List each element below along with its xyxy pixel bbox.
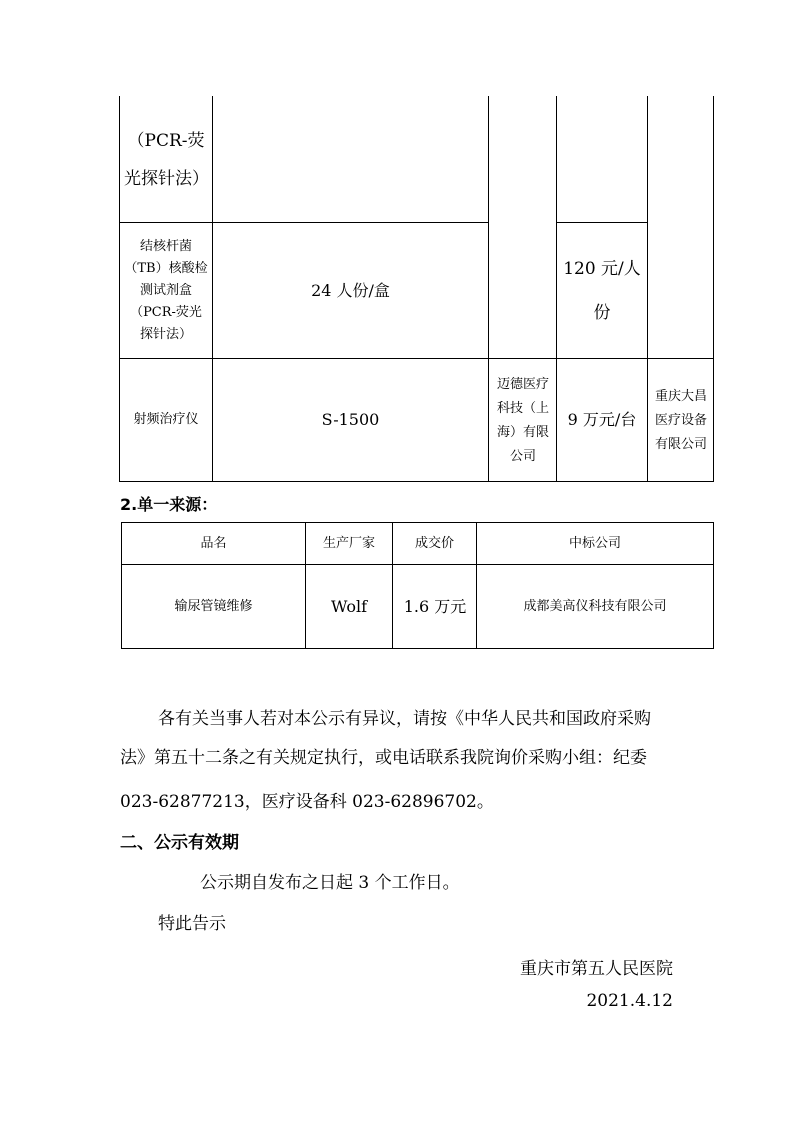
rf-row-winner-text: 重庆大昌医疗设备有限公司 (654, 389, 707, 452)
row-product (122, 565, 305, 648)
header-winner (477, 523, 713, 564)
rf-row-name-text: 射频治疗仪 (133, 412, 199, 427)
tb-row-price (562, 223, 642, 358)
tb-row-spec (213, 223, 488, 358)
cont-row-name (124, 100, 208, 220)
row-winner-text: 成都美高仪科技有限公司 (523, 598, 667, 614)
tb-row-name (124, 224, 208, 358)
header-product-text: 品名 (200, 535, 227, 551)
signature-date: 2021.4.12 (586, 991, 673, 1011)
notice-text: 特此告示 (158, 914, 226, 934)
objection-line-3: 023-62877213，医疗设备科 023-62896702。 (120, 792, 494, 812)
header-manufacturer-text: 生产厂家 (322, 535, 375, 551)
validity-text: 公示期自发布之日起 3 个工作日。 (200, 873, 460, 893)
header-price (393, 523, 476, 564)
tb-row-name-text: 结核杆菌（TB）核酸检测试剂盒（PCR-荧光探针法） (124, 239, 208, 342)
tb-row-price-text: 120 元/人份 (563, 258, 641, 323)
objection-line-1: 各有关当事人若对本公示有异议，请按《中华人民共和国政府采购 (158, 709, 651, 729)
rf-row-price-text: 9 万元/台 (567, 410, 637, 429)
header-price-text: 成交价 (414, 535, 454, 551)
row-product-text: 输尿管镜维修 (174, 598, 253, 614)
row-manufacturer-text: Wolf (330, 596, 368, 616)
row-winner (477, 565, 713, 648)
rf-row-winner (652, 361, 710, 481)
row-price-text: 1.6 万元 (403, 596, 467, 616)
rf-row-name (120, 359, 212, 481)
header-manufacturer (306, 523, 392, 564)
rf-row-spec (213, 359, 488, 481)
signature-org: 重庆市第五人民医院 (520, 959, 673, 979)
header-winner-text: 中标公司 (568, 535, 621, 551)
objection-line-2: 法》第五十二条之有关规定执行，或电话联系我院询价采购小组：纪委 (120, 748, 647, 768)
rf-row-maker (494, 361, 552, 481)
rf-row-spec-text: S-1500 (321, 410, 380, 429)
cont-row-name-text: （PCR-荧光探针法） (124, 131, 209, 189)
section2-title: 2.单一来源： (120, 495, 218, 514)
row-price (400, 565, 470, 648)
row-manufacturer (306, 565, 392, 648)
header-product (122, 523, 305, 564)
tb-row-spec-text: 24 人份/盒 (311, 280, 390, 300)
validity-title: 二、公示有效期 (120, 833, 239, 853)
rf-row-maker-text: 迈德医疗科技（上海）有限公司 (496, 377, 549, 464)
rf-row-price (557, 359, 647, 481)
